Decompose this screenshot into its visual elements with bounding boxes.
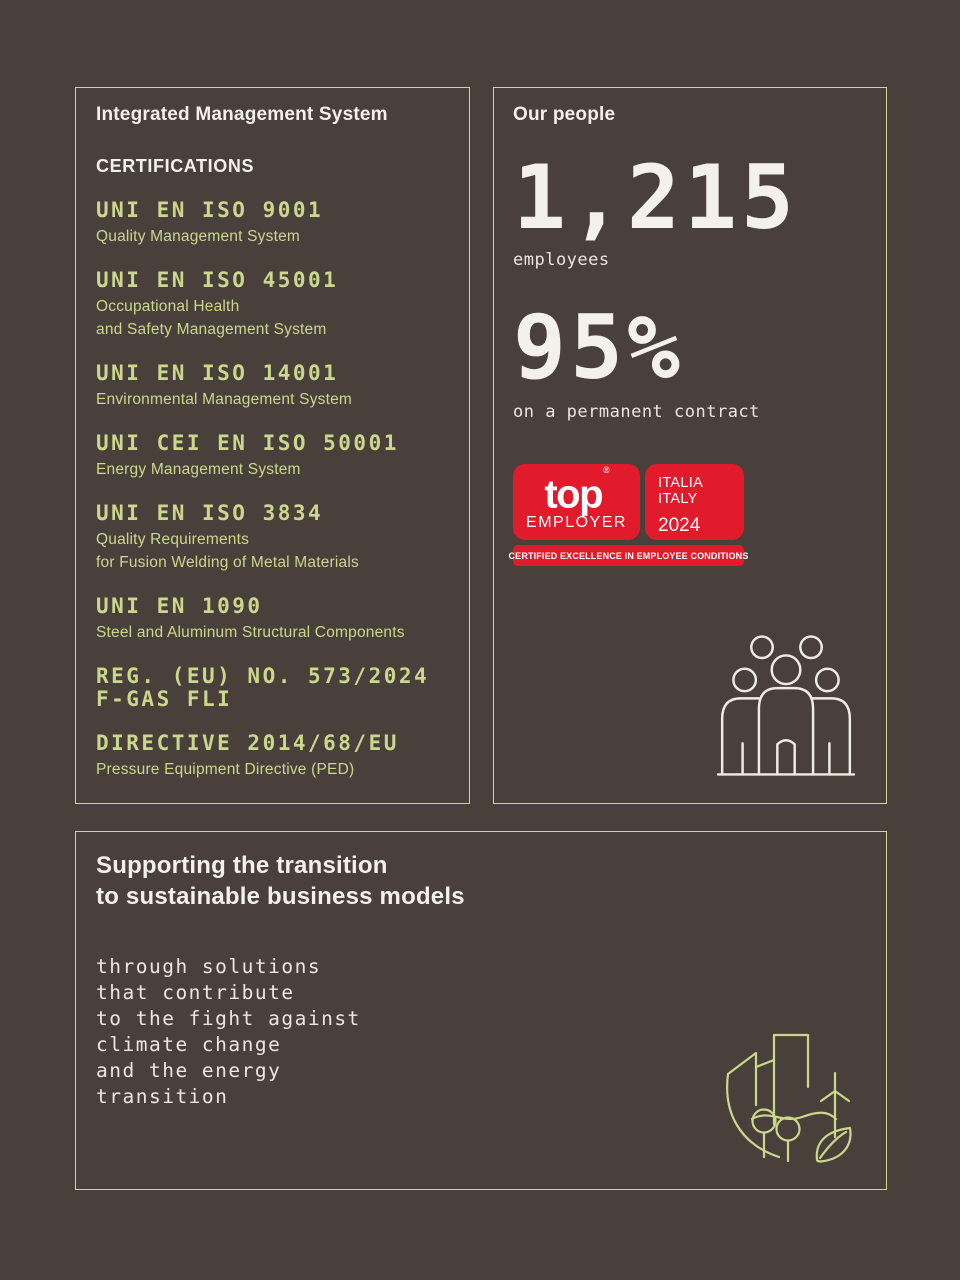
certification-code: REG. (EU) NO. 573/2024 F-GAS FLI [96,664,430,711]
people-panel [493,87,887,804]
registered-trademark-symbol: ® [603,464,610,475]
certification-entry [96,362,449,411]
certification-code: UNI EN ISO 3834 [96,501,324,525]
sustainable-city-icon [722,1027,862,1169]
certification-entry [96,199,449,248]
certification-description: Pressure Equipment Directive (PED) [96,761,355,778]
certification-entry [96,502,449,574]
permanent-contract-stat [513,296,867,422]
certifications-heading: CERTIFICATIONS [96,156,255,176]
certification-entry [96,732,449,781]
certification-entry [96,269,449,341]
certification-code: UNI EN 1090 [96,594,263,618]
employees-stat [513,146,867,270]
transition-title: Supporting the transition to sustainable business models [96,852,465,910]
top-employer-logo-subtitle: EMPLOYER [526,514,627,532]
top-employer-certified-strip: CERTIFIED EXCELLENCE IN EMPLOYEE CONDITIONS [513,545,744,566]
certification-description: Quality Management System [96,228,301,245]
certification-code: UNI EN ISO 9001 [96,198,324,222]
people-panel-title: Our people [513,104,616,125]
ims-panel [75,87,470,804]
certification-code: UNI EN ISO 14001 [96,361,339,385]
transition-body-text: through solutions that contribute to the fight against climate change and the energy transition [96,955,361,1108]
certification-code: UNI CEI EN ISO 50001 [96,431,399,455]
badge-country-italia: ITALIA [658,475,704,491]
people-group-icon [717,634,855,777]
certifications-list [96,199,449,781]
certification-entry [96,432,449,481]
certification-entry [96,665,449,711]
ims-panel-title: Integrated Management System [96,104,388,125]
certification-entry [96,595,449,644]
certification-code: DIRECTIVE 2014/68/EU [96,731,399,755]
certification-description: Environmental Management System [96,391,353,408]
transition-panel [75,831,887,1190]
employees-label: employees [513,250,610,270]
badge-year: 2024 [658,515,701,536]
top-employer-logo-block [513,464,640,540]
top-employer-badge-blocks [513,464,744,540]
certification-description: Occupational Health and Safety Management System [96,298,327,338]
certification-description: Energy Management System [96,461,301,478]
employees-count: 1,215 [513,146,798,249]
certification-code: UNI EN ISO 45001 [96,268,339,292]
top-employer-badge [508,464,749,566]
certification-description: Steel and Aluminum Structural Components [96,624,405,641]
permanent-contract-label: on a permanent contract [513,402,760,422]
top-employer-logo: top® [544,464,610,517]
badge-country-italy: ITALY [658,491,698,507]
certification-description: Quality Requirements for Fusion Welding of Metal Materials [96,531,359,571]
top-employer-country-block [645,464,744,540]
permanent-contract-percent: 95% [513,296,684,399]
